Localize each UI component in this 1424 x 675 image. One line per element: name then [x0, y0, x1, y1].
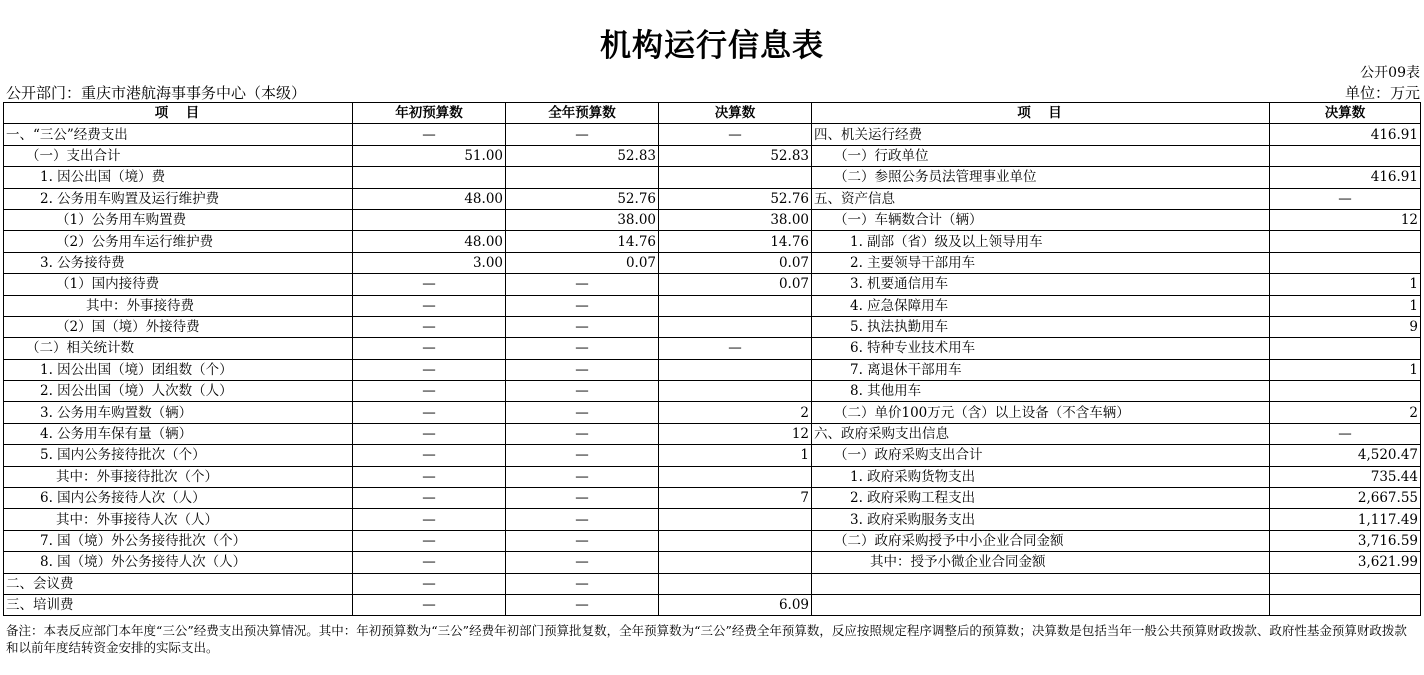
- final-right-value: 416.91: [1270, 124, 1421, 145]
- left-item-label: 1. 因公出国（境）团组数（个）: [4, 359, 353, 380]
- full-year-budget-value: 52.76: [506, 188, 659, 209]
- initial-budget-value: 48.00: [353, 188, 506, 209]
- final-right-value: [1270, 145, 1421, 166]
- left-item-label: 一、“三公”经费支出: [4, 124, 353, 145]
- final-right-value: [1270, 573, 1421, 594]
- table-row: [4, 188, 1421, 209]
- final-left-value: [659, 466, 812, 487]
- footnote: 备注：本表反应部门本年度“三公”经费支出预决算情况。其中：年初预算数为“三公”经费年初部门预算批复数，全年预算数为“三公”经费全年预算数，反应按照规定程序调整后的预算数；决算数是包括当年一般公共预算财政拨款、政府性基金预算财政拨款和以前年度结转资金安排的实际支出。: [6, 623, 1407, 655]
- left-item-label: 1. 因公出国（境）费: [4, 167, 353, 188]
- left-item-label: （二）相关统计数: [4, 338, 353, 359]
- table-row: [4, 381, 1421, 402]
- right-item-label: 1. 政府采购货物支出: [812, 466, 1270, 487]
- final-left-value: —: [659, 338, 812, 359]
- initial-budget-value: [353, 209, 506, 230]
- final-right-value: 1: [1270, 274, 1421, 295]
- right-item-label: （二）参照公务员法管理事业单位: [812, 167, 1270, 188]
- left-item-label: 2. 公务用车购置及运行维护费: [4, 188, 353, 209]
- left-item-label: 2. 因公出国（境）人次数（人）: [4, 381, 353, 402]
- full-year-budget-value: —: [506, 445, 659, 466]
- left-item-label: （1）国内接待费: [4, 274, 353, 295]
- final-left-value: 1: [659, 445, 812, 466]
- right-item-label: 2. 政府采购工程支出: [812, 488, 1270, 509]
- full-year-budget-value: [506, 167, 659, 188]
- right-item-label: 3. 机要通信用车: [812, 274, 1270, 295]
- table-row: [4, 488, 1421, 509]
- left-item-label: （2）国（境）外接待费: [4, 316, 353, 337]
- right-item-label: 7. 离退休干部用车: [812, 359, 1270, 380]
- header-item-right: 项 目: [812, 103, 1270, 124]
- final-left-value: [659, 530, 812, 551]
- final-right-value: 416.91: [1270, 167, 1421, 188]
- final-right-value: —: [1270, 423, 1421, 444]
- full-year-budget-value: —: [506, 381, 659, 402]
- initial-budget-value: 3.00: [353, 252, 506, 273]
- initial-budget-value: —: [353, 423, 506, 444]
- left-item-label: 三、培训费: [4, 594, 353, 615]
- right-item-label: （一）政府采购支出合计: [812, 445, 1270, 466]
- table-row: [4, 316, 1421, 337]
- final-left-value: [659, 381, 812, 402]
- final-right-value: [1270, 252, 1421, 273]
- final-left-value: 2: [659, 402, 812, 423]
- left-item-label: 8. 国（境）外公务接待人次（人）: [4, 552, 353, 573]
- final-right-value: [1270, 231, 1421, 252]
- left-item-label: 7. 国（境）外公务接待批次（个）: [4, 530, 353, 551]
- initial-budget-value: —: [353, 295, 506, 316]
- left-item-label: （2）公务用车运行维护费: [4, 231, 353, 252]
- initial-budget-value: —: [353, 466, 506, 487]
- right-item-label: 8. 其他用车: [812, 381, 1270, 402]
- full-year-budget-value: —: [506, 594, 659, 615]
- full-year-budget-value: —: [506, 316, 659, 337]
- header-item-left: 项 目: [4, 103, 353, 124]
- final-left-value: [659, 552, 812, 573]
- right-item-label: 五、资产信息: [812, 188, 1270, 209]
- table-row: [4, 359, 1421, 380]
- table-row: [4, 231, 1421, 252]
- table-row: [4, 402, 1421, 423]
- right-item-label: 4. 应急保障用车: [812, 295, 1270, 316]
- department-label: 公开部门：重庆市港航海事事务中心（本级）: [6, 84, 307, 102]
- header-initial-budget: 年初预算数: [353, 103, 506, 124]
- final-right-value: 3,621.99: [1270, 552, 1421, 573]
- full-year-budget-value: 0.07: [506, 252, 659, 273]
- right-item-label: 六、政府采购支出信息: [812, 423, 1270, 444]
- final-left-value: [659, 295, 812, 316]
- table-row: [4, 552, 1421, 573]
- final-left-value: [659, 167, 812, 188]
- initial-budget-value: —: [353, 594, 506, 615]
- full-year-budget-value: —: [506, 359, 659, 380]
- final-left-value: 52.76: [659, 188, 812, 209]
- full-year-budget-value: —: [506, 295, 659, 316]
- left-item-label: 其中：外事接待批次（个）: [4, 466, 353, 487]
- full-year-budget-value: —: [506, 338, 659, 359]
- final-left-value: [659, 359, 812, 380]
- right-item-label: （二）单价100万元（含）以上设备（不含车辆）: [812, 402, 1270, 423]
- final-left-value: 0.07: [659, 274, 812, 295]
- left-item-label: 其中：外事接待人次（人）: [4, 509, 353, 530]
- right-item-label: [812, 573, 1270, 594]
- final-left-value: [659, 316, 812, 337]
- final-left-value: 7: [659, 488, 812, 509]
- right-item-label: （一）行政单位: [812, 145, 1270, 166]
- table-row: [4, 594, 1421, 615]
- left-item-label: 3. 公务接待费: [4, 252, 353, 273]
- final-right-value: 735.44: [1270, 466, 1421, 487]
- table-row: [4, 274, 1421, 295]
- final-left-value: 0.07: [659, 252, 812, 273]
- table-row: [4, 509, 1421, 530]
- initial-budget-value: —: [353, 552, 506, 573]
- final-left-value: [659, 509, 812, 530]
- initial-budget-value: 51.00: [353, 145, 506, 166]
- right-item-label: 其中：授予小微企业合同金额: [812, 552, 1270, 573]
- full-year-budget-value: —: [506, 423, 659, 444]
- left-item-label: 3. 公务用车购置数（辆）: [4, 402, 353, 423]
- initial-budget-value: [353, 167, 506, 188]
- table-row: [4, 209, 1421, 230]
- final-right-value: 1: [1270, 295, 1421, 316]
- final-right-value: 9: [1270, 316, 1421, 337]
- full-year-budget-value: 52.83: [506, 145, 659, 166]
- final-right-value: 2,667.55: [1270, 488, 1421, 509]
- initial-budget-value: —: [353, 124, 506, 145]
- table-row: [4, 124, 1421, 145]
- final-left-value: 52.83: [659, 145, 812, 166]
- table-row: [4, 167, 1421, 188]
- final-right-value: 3,716.59: [1270, 530, 1421, 551]
- final-right-value: 4,520.47: [1270, 445, 1421, 466]
- initial-budget-value: —: [353, 381, 506, 402]
- initial-budget-value: —: [353, 359, 506, 380]
- left-item-label: （一）支出合计: [4, 145, 353, 166]
- full-year-budget-value: —: [506, 466, 659, 487]
- table-header-row: [4, 103, 1421, 124]
- final-right-value: [1270, 381, 1421, 402]
- final-right-value: 2: [1270, 402, 1421, 423]
- right-item-label: （二）政府采购授予中小企业合同金额: [812, 530, 1270, 551]
- header-final-left: 决算数: [659, 103, 812, 124]
- page-title: 机构运行信息表: [600, 28, 824, 64]
- full-year-budget-value: 14.76: [506, 231, 659, 252]
- final-left-value: 38.00: [659, 209, 812, 230]
- full-year-budget-value: —: [506, 509, 659, 530]
- left-item-label: 5. 国内公务接待批次（个）: [4, 445, 353, 466]
- left-item-label: 其中：外事接待费: [4, 295, 353, 316]
- form-number: 公开09表: [1360, 65, 1420, 81]
- table-row: [4, 530, 1421, 551]
- right-item-label: 1. 副部（省）级及以上领导用车: [812, 231, 1270, 252]
- full-year-budget-value: —: [506, 274, 659, 295]
- final-right-value: 12: [1270, 209, 1421, 230]
- initial-budget-value: —: [353, 530, 506, 551]
- final-left-value: 6.09: [659, 594, 812, 615]
- table-row: [4, 295, 1421, 316]
- full-year-budget-value: —: [506, 402, 659, 423]
- final-right-value: 1: [1270, 359, 1421, 380]
- table-row: [4, 145, 1421, 166]
- right-item-label: 2. 主要领导干部用车: [812, 252, 1270, 273]
- right-item-label: （一）车辆数合计（辆）: [812, 209, 1270, 230]
- left-item-label: 二、会议费: [4, 573, 353, 594]
- final-left-value: 12: [659, 423, 812, 444]
- right-item-label: 5. 执法执勤用车: [812, 316, 1270, 337]
- right-item-label: 6. 特种专业技术用车: [812, 338, 1270, 359]
- left-item-label: 6. 国内公务接待人次（人）: [4, 488, 353, 509]
- initial-budget-value: —: [353, 488, 506, 509]
- final-left-value: —: [659, 124, 812, 145]
- initial-budget-value: —: [353, 338, 506, 359]
- right-item-label: 3. 政府采购服务支出: [812, 509, 1270, 530]
- final-right-value: [1270, 338, 1421, 359]
- left-item-label: 4. 公务用车保有量（辆）: [4, 423, 353, 444]
- table-row: [4, 445, 1421, 466]
- initial-budget-value: —: [353, 445, 506, 466]
- full-year-budget-value: —: [506, 530, 659, 551]
- full-year-budget-value: 38.00: [506, 209, 659, 230]
- unit-label: 单位：万元: [1344, 84, 1420, 102]
- initial-budget-value: —: [353, 509, 506, 530]
- initial-budget-value: —: [353, 316, 506, 337]
- initial-budget-value: —: [353, 274, 506, 295]
- final-left-value: [659, 573, 812, 594]
- full-year-budget-value: —: [506, 488, 659, 509]
- right-item-label: 四、机关运行经费: [812, 124, 1270, 145]
- table-row: [4, 466, 1421, 487]
- right-item-label: [812, 594, 1270, 615]
- initial-budget-value: —: [353, 402, 506, 423]
- table-row: [4, 338, 1421, 359]
- header-full-year-budget: 全年预算数: [506, 103, 659, 124]
- left-item-label: （1）公务用车购置费: [4, 209, 353, 230]
- table-row: [4, 573, 1421, 594]
- final-right-value: [1270, 594, 1421, 615]
- full-year-budget-value: —: [506, 573, 659, 594]
- initial-budget-value: —: [353, 573, 506, 594]
- full-year-budget-value: —: [506, 124, 659, 145]
- table-row: [4, 423, 1421, 444]
- full-year-budget-value: —: [506, 552, 659, 573]
- initial-budget-value: 48.00: [353, 231, 506, 252]
- table-row: [4, 252, 1421, 273]
- header-final-right: 决算数: [1270, 103, 1421, 124]
- operations-info-table: [3, 102, 1421, 616]
- final-left-value: 14.76: [659, 231, 812, 252]
- final-right-value: 1,117.49: [1270, 509, 1421, 530]
- final-right-value: —: [1270, 188, 1421, 209]
